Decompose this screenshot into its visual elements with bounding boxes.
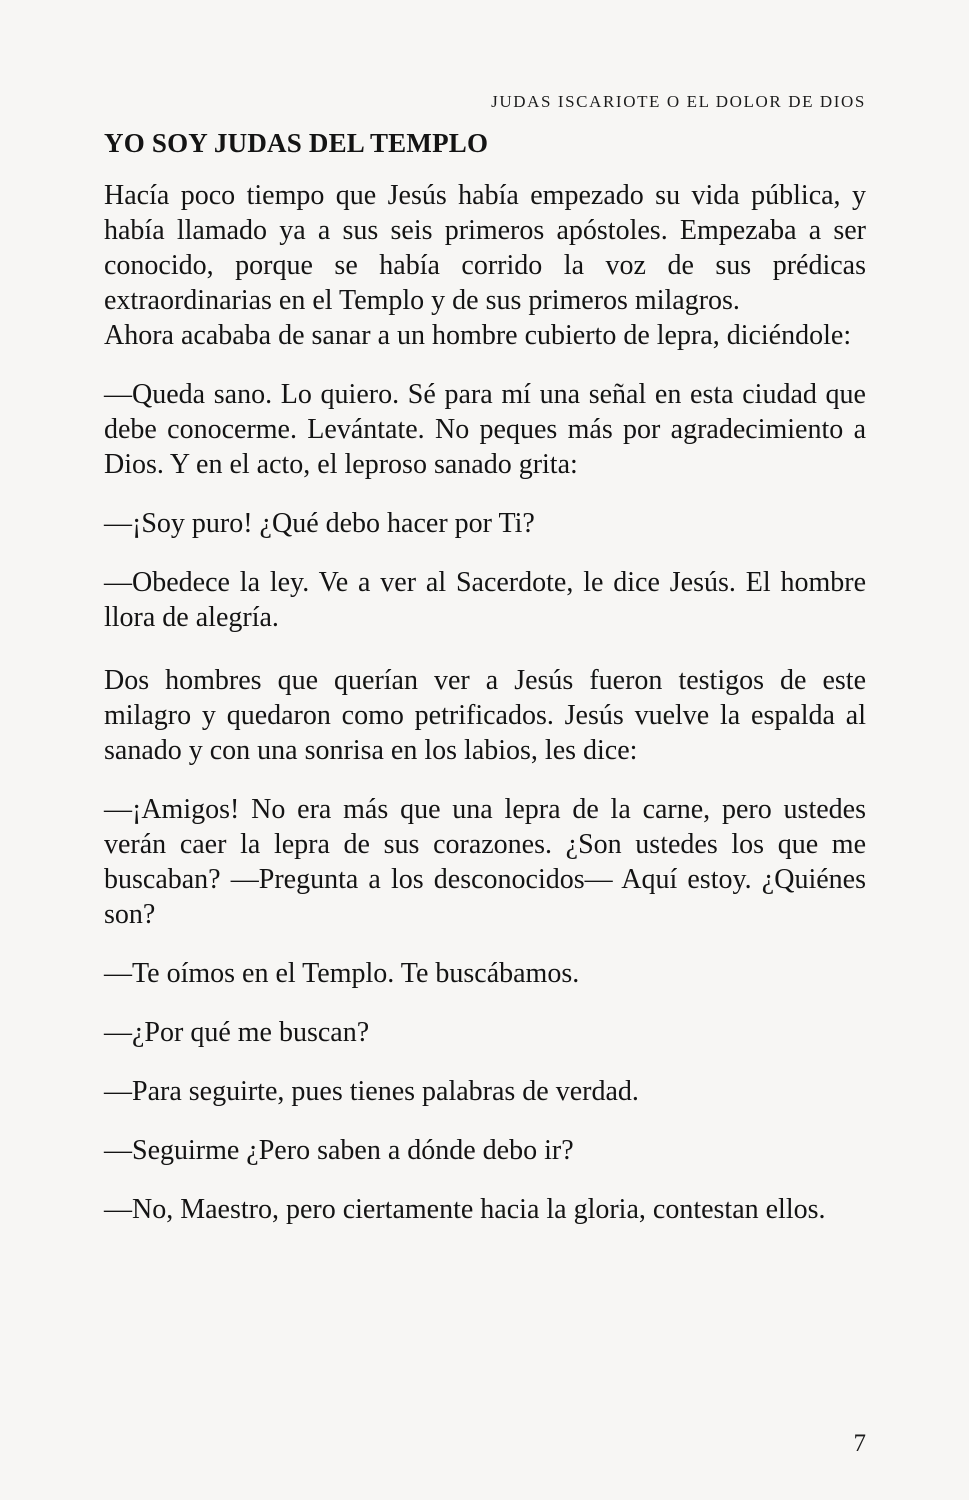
paragraph: —¿Por qué me buscan? — [104, 1017, 370, 1048]
paragraph: Ahora acababa de sanar a un hombre cubierto de lepra, diciéndole: — [104, 320, 852, 351]
paragraph: —No, Maestro, pero ciertamente hacia la gloria, contestan ellos. — [104, 1194, 826, 1225]
paragraph: Dos hombres que querían ver a Jesús fueron testigos de este milagro y quedaron como petrificados. Jesús vuelve la espalda al sanado y con una sonrisa en los labios, les dice: — [104, 665, 866, 766]
paragraph: —Obedece la ley. Ve a ver al Sacerdote, le dice Jesús. El hombre llora de alegría. — [104, 567, 866, 633]
paragraph: —Queda sano. Lo quiero. Sé para mí una señal en esta ciudad que debe conocerme. Levántate. No peques más por agradecimiento a Dios. Y en el acto, el leproso sanado grita: — [104, 379, 866, 480]
paragraph: —¡Amigos! No era más que una lepra de la carne, pero ustedes verán caer la lepra de sus corazones. ¿Son ustedes los que me buscaban? —Pregunta a los desconocidos— Aquí estoy. ¿Quiénes son? — [104, 794, 866, 930]
paragraph: —Seguirme ¿Pero saben a dónde debo ir? — [104, 1135, 574, 1166]
running-head: JUDAS ISCARIOTE O EL DOLOR DE DIOS — [491, 92, 866, 111]
section-title: YO SOY JUDAS DEL TEMPLO — [104, 128, 489, 158]
paragraph: Hacía poco tiempo que Jesús había empezado su vida pública, y había llamado ya a sus seis primeros apóstoles. Empezaba a ser conocido, porque se había corrido la voz de sus prédicas extraordinarias en el Templo y de sus primeros milagros. — [104, 180, 866, 316]
paragraph: —Te oímos en el Templo. Te buscábamos. — [104, 958, 580, 989]
paragraph: —Para seguirte, pues tienes palabras de verdad. — [104, 1076, 639, 1107]
page-number: 7 — [853, 1430, 866, 1457]
page-body — [104, 125, 866, 1227]
paragraph: —¡Soy puro! ¿Qué debo hacer por Ti? — [104, 508, 535, 539]
